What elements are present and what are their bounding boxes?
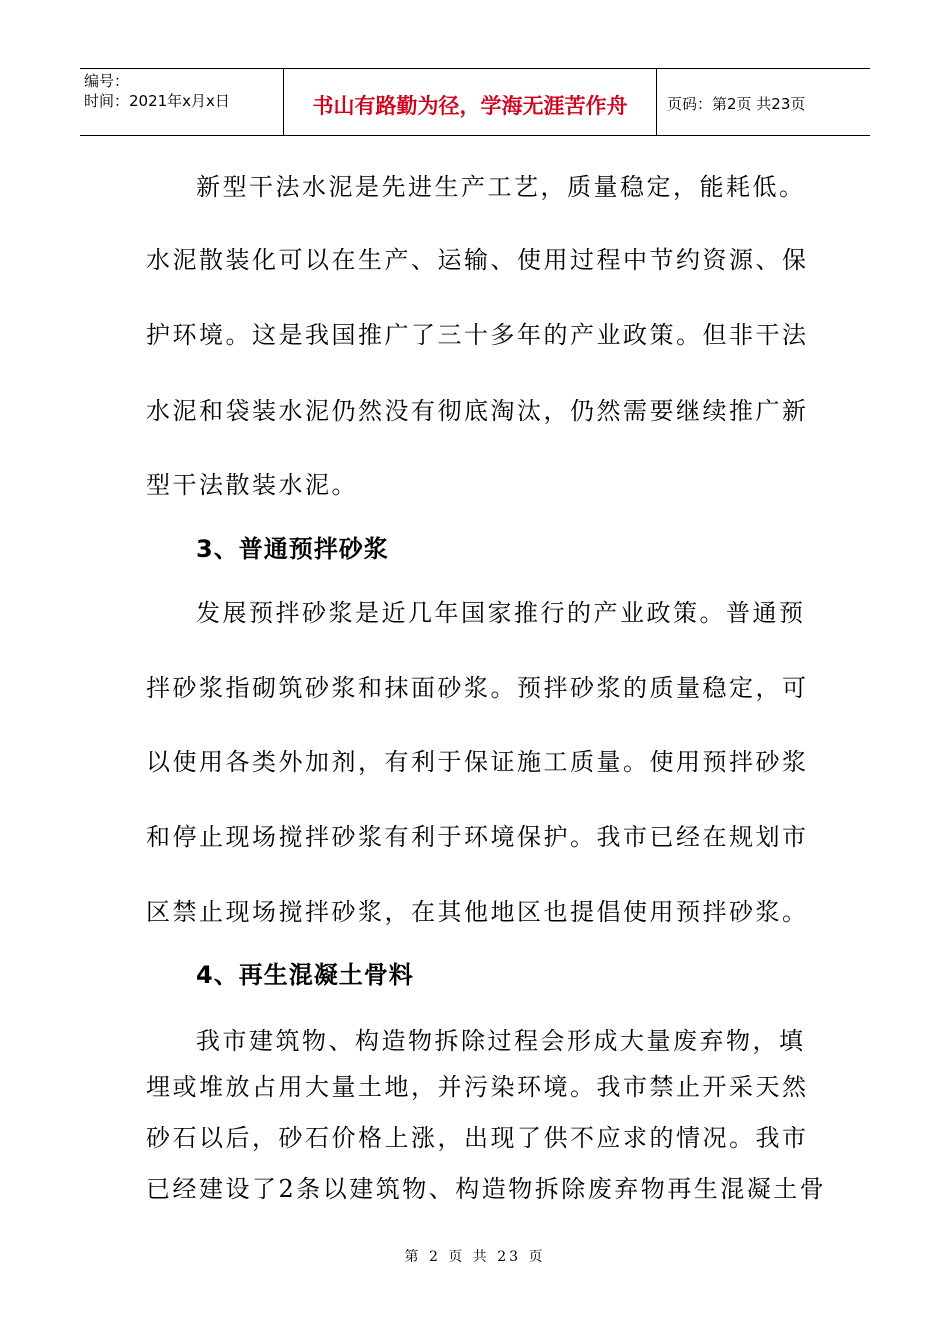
- document-number-label: 编号：: [84, 72, 130, 90]
- paragraph-line: 已经建设了2条以建筑物、构造物拆除废弃物再生混凝土骨: [146, 1175, 827, 1203]
- paragraph-line: 区禁止现场搅拌砂浆，在其他地区也提倡使用预拌砂浆。: [146, 898, 809, 926]
- section-heading: 4、再生混凝土骨料: [196, 961, 414, 989]
- paragraph-line: 和停止现场搅拌砂浆有利于环境保护。我市已经在规划市: [146, 823, 809, 851]
- paragraph-line: 发展预拌砂浆是近几年国家推行的产业政策。普通预: [196, 599, 806, 627]
- page-header: [80, 68, 870, 136]
- header-page-info: 页码：第2页 共23页: [667, 94, 806, 113]
- paragraph-line: 新型干法水泥是先进生产工艺，质量稳定，能耗低。: [196, 173, 806, 201]
- paragraph-line: 水泥和袋装水泥仍然没有彻底淘汰，仍然需要继续推广新: [146, 397, 809, 425]
- header-motto: 书山有路勤为径，学海无涯苦作舟: [283, 69, 657, 135]
- paragraph-line: 砂石以后，砂石价格上涨，出现了供不应求的情况。我市: [146, 1124, 809, 1152]
- paragraph-line: 埋或堆放占用大量土地，并污染环境。我市禁止开采天然: [146, 1073, 809, 1101]
- document-time-label: 时间：2021年x月x日: [84, 92, 230, 110]
- paragraph-line: 型干法散装水泥。: [146, 471, 358, 499]
- paragraph-line: 护环境。这是我国推广了三十多年的产业政策。但非干法: [146, 321, 809, 349]
- section-heading: 3、普通预拌砂浆: [196, 535, 389, 563]
- paragraph-line: 拌砂浆指砌筑砂浆和抹面砂浆。预拌砂浆的质量稳定，可: [146, 674, 809, 702]
- paragraph-line: 以使用各类外加剂，有利于保证施工质量。使用预拌砂浆: [146, 748, 809, 776]
- header-meta: [80, 69, 283, 135]
- paragraph-line: 水泥散装化可以在生产、运输、使用过程中节约资源、保: [146, 246, 809, 274]
- page-footer: 第 2 页 共 23 页: [404, 1249, 546, 1265]
- paragraph-line: 我市建筑物、构造物拆除过程会形成大量废弃物，填: [196, 1027, 806, 1055]
